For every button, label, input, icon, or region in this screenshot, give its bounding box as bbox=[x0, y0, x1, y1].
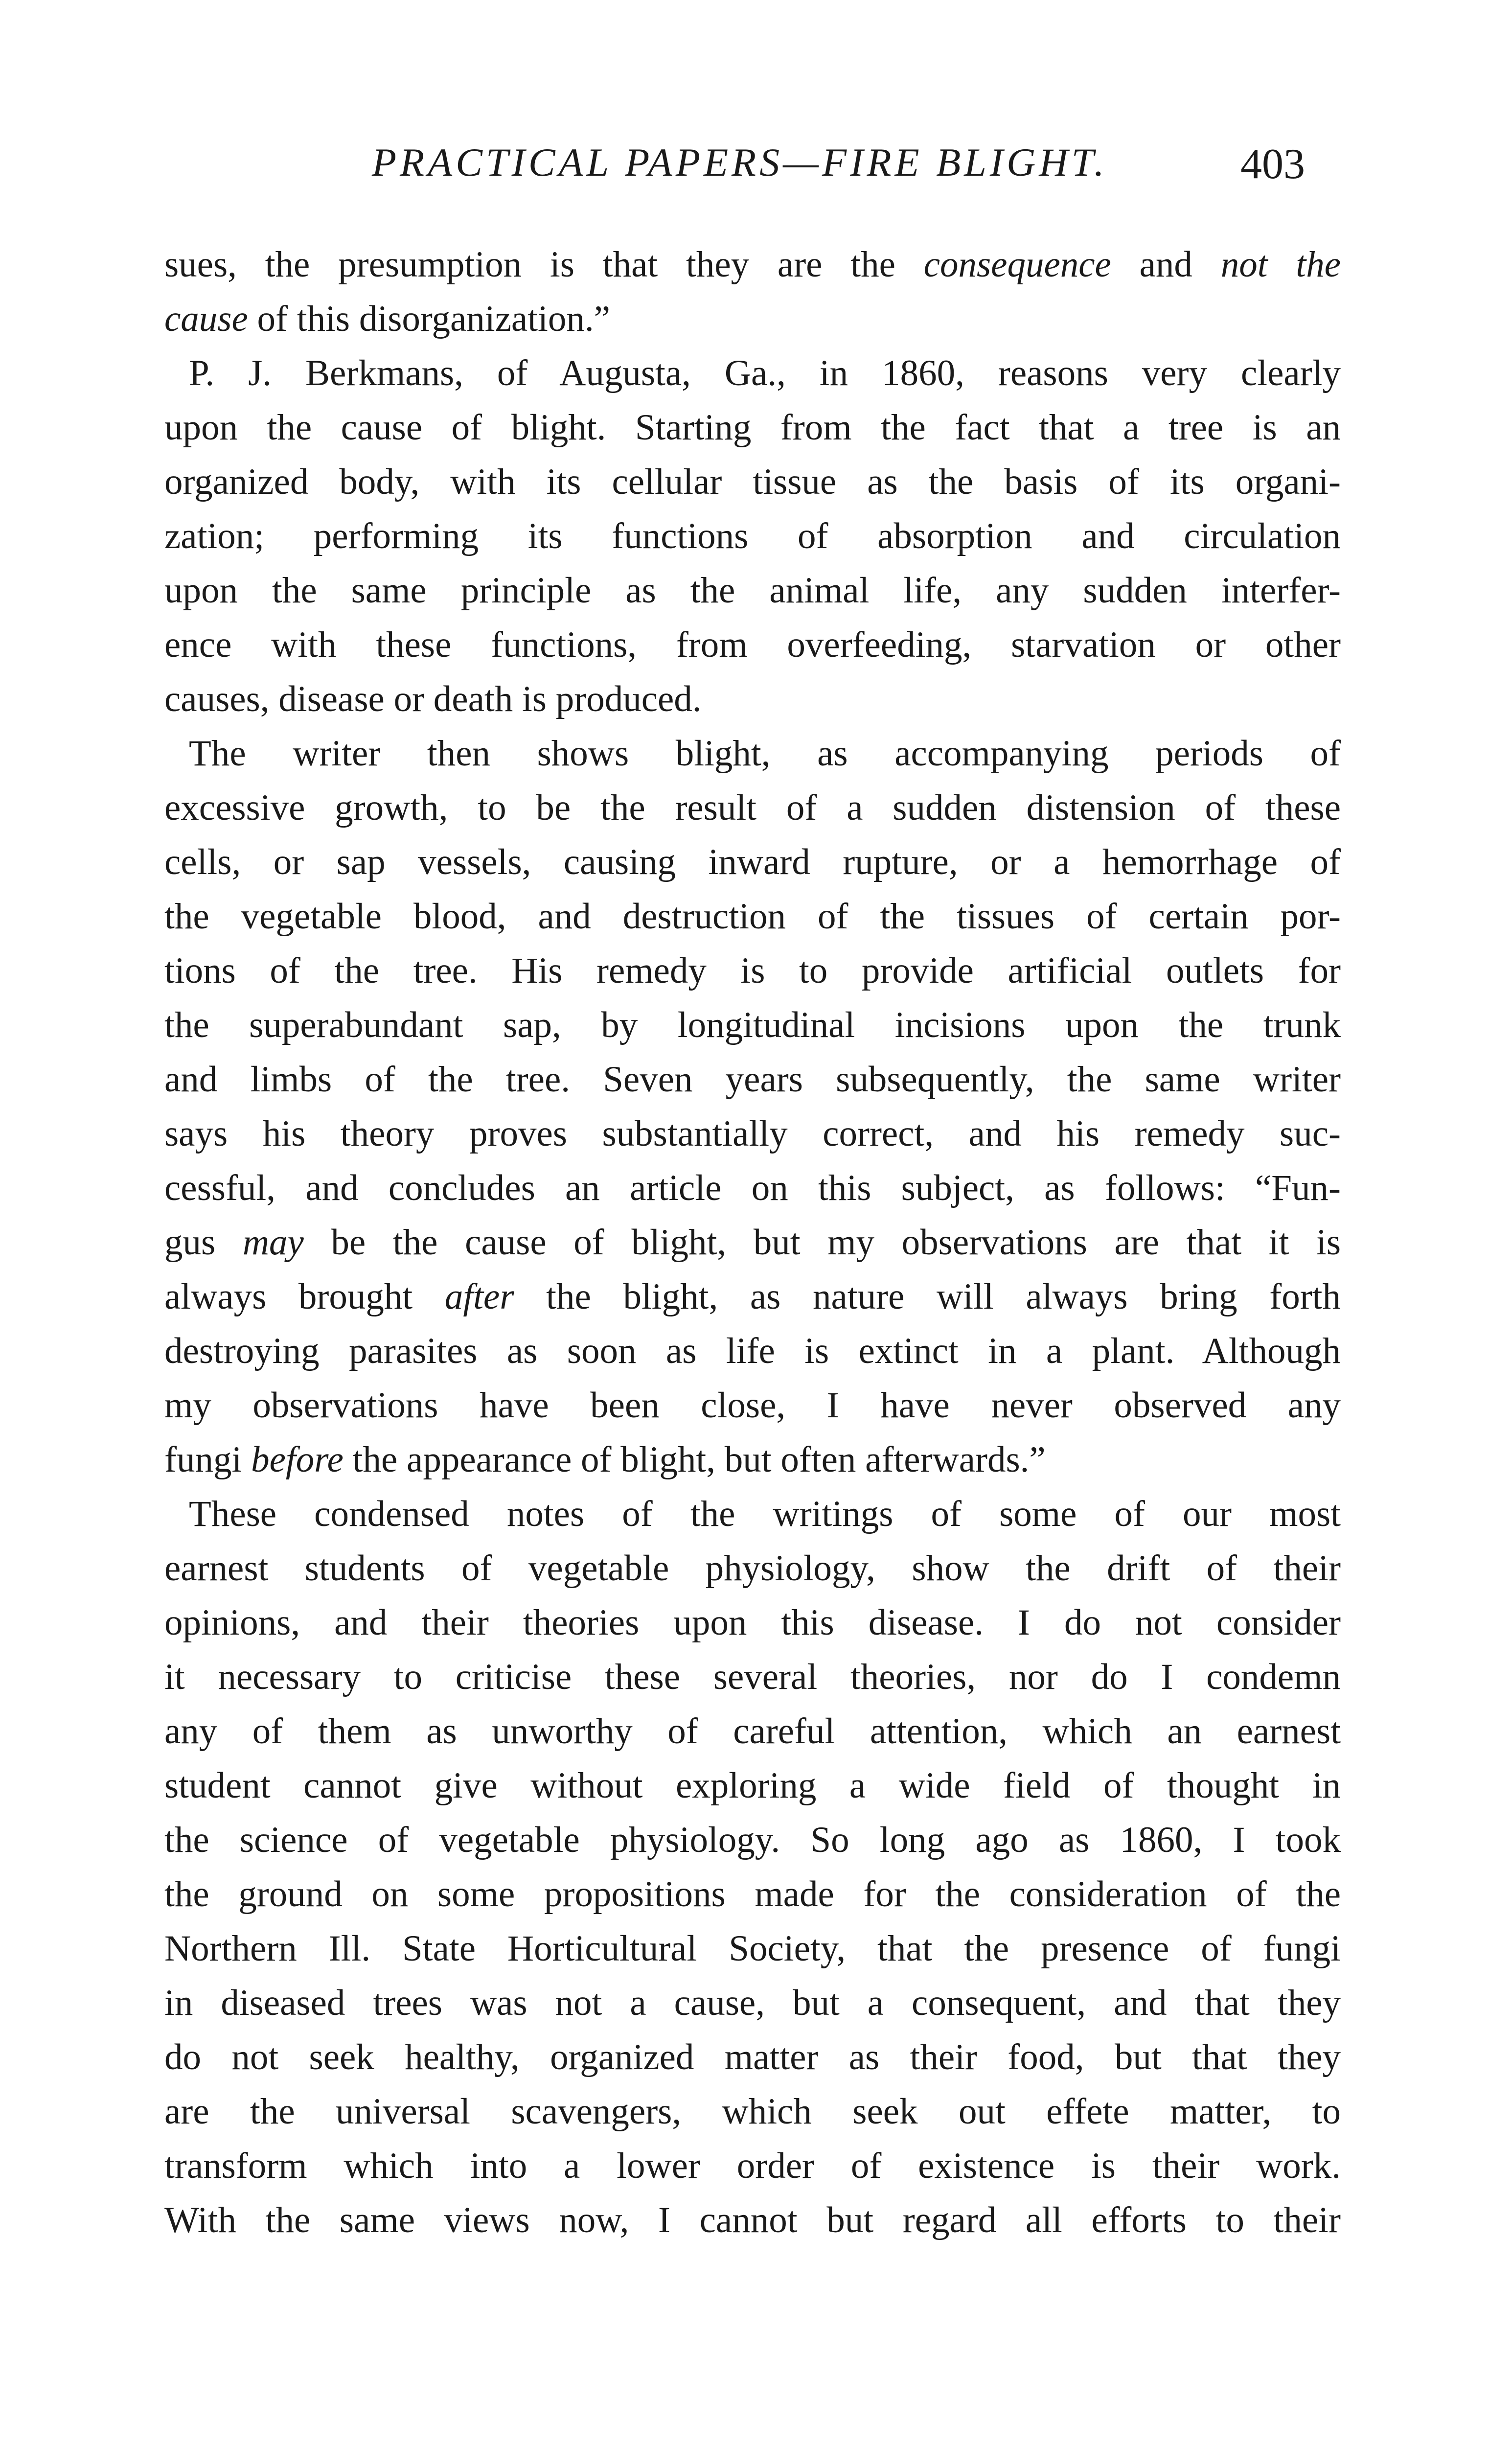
text-line: ence with these functions, from overfeeding, starvation or other bbox=[164, 624, 1341, 665]
text-line: student cannot give without exploring a wide field of thought in bbox=[164, 1765, 1341, 1806]
text-line: Northern Ill. State Horticultural Society, that the presence of fungi bbox=[164, 1928, 1341, 1969]
text-line: cells, or sap vessels, causing inward rupture, or a hemorrhage of bbox=[164, 842, 1341, 882]
text-line: the science of vegetable physiology. So long ago as 1860, I took bbox=[164, 1820, 1341, 1860]
text-line: opinions, and their theories upon this disease. I do not consider bbox=[164, 1602, 1341, 1643]
text-line: the ground on some propositions made for the consideration of the bbox=[164, 1874, 1341, 1915]
text-line: cause of this disorganization.” bbox=[164, 299, 610, 339]
running-header bbox=[0, 139, 1512, 198]
text-line: my observations have been close, I have never observed any bbox=[164, 1385, 1341, 1426]
text-line: gus may be the cause of blight, but my observations are that it is bbox=[164, 1222, 1341, 1263]
page-number: 403 bbox=[1240, 140, 1305, 188]
text-line: organized body, with its cellular tissue as the basis of its organi- bbox=[164, 462, 1341, 502]
text-line: the superabundant sap, by longitudinal incisions upon the trunk bbox=[164, 1005, 1341, 1045]
text-line: in diseased trees was not a cause, but a consequent, and that they bbox=[164, 1983, 1341, 2023]
text-line: are the universal scavengers, which seek out effete matter, to bbox=[164, 2091, 1341, 2132]
text-line: fungi before the appearance of blight, but often afterwards.” bbox=[164, 1439, 1046, 1480]
text-line: it necessary to criticise these several theories, nor do I condemn bbox=[164, 1657, 1341, 1697]
body-text bbox=[164, 237, 1341, 2247]
text-line: zation; performing its functions of absorption and circulation bbox=[164, 516, 1341, 556]
paragraph-start-line: These condensed notes of the writings of some of our most bbox=[189, 1494, 1341, 1534]
text-line: transform which into a lower order of existence is their work. bbox=[164, 2146, 1341, 2186]
text-line: causes, disease or death is produced. bbox=[164, 679, 702, 719]
text-line: With the same views now, I cannot but regard all efforts to their bbox=[164, 2200, 1341, 2240]
text-line: says his theory proves substantially correct, and his remedy suc- bbox=[164, 1113, 1341, 1154]
running-title: PRACTICAL PAPERS—FIRE BLIGHT. bbox=[372, 140, 1108, 185]
text-line: earnest students of vegetable physiology, show the drift of their bbox=[164, 1548, 1341, 1589]
text-line: upon the cause of blight. Starting from the fact that a tree is an bbox=[164, 407, 1341, 448]
paragraph-start-line: The writer then shows blight, as accompanying periods of bbox=[189, 733, 1341, 774]
text-line: do not seek healthy, organized matter as their food, but that they bbox=[164, 2037, 1341, 2078]
text-line: and limbs of the tree. Seven years subsequently, the same writer bbox=[164, 1059, 1341, 1100]
text-line: tions of the tree. His remedy is to provide artificial outlets for bbox=[164, 950, 1341, 991]
text-line: excessive growth, to be the result of a sudden distension of these bbox=[164, 787, 1341, 828]
text-line: cessful, and concludes an article on this subject, as follows: “Fun- bbox=[164, 1168, 1341, 1208]
text-line: always brought after the blight, as nature will always bring forth bbox=[164, 1276, 1341, 1317]
text-line: any of them as unworthy of careful attention, which an earnest bbox=[164, 1711, 1341, 1752]
text-line: the vegetable blood, and destruction of the tissues of certain por- bbox=[164, 896, 1341, 937]
text-line: upon the same principle as the animal life, any sudden interfer- bbox=[164, 570, 1341, 611]
text-line: sues, the presumption is that they are the consequence and not the bbox=[164, 244, 1341, 285]
text-line: destroying parasites as soon as life is extinct in a plant. Although bbox=[164, 1331, 1341, 1371]
paragraph-start-line: P. J. Berkmans, of Augusta, Ga., in 1860, reasons very clearly bbox=[189, 353, 1341, 393]
